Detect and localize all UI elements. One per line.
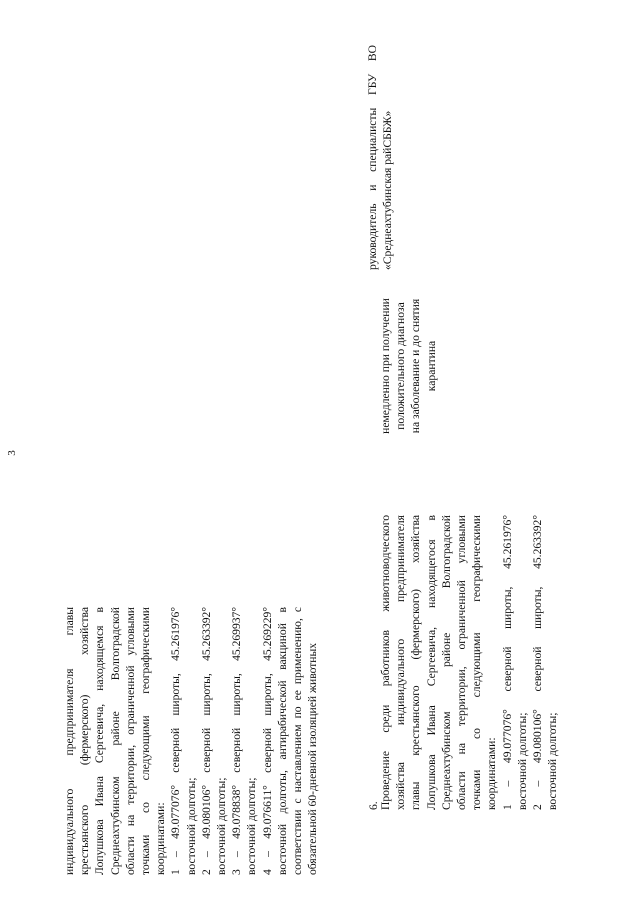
text-line: Лопушкова Ивана Сергеевича, находящегося в xyxy=(424,515,438,810)
text-line: положительного диагноза xyxy=(394,302,408,430)
text-line: Лопушкова Ивана Сергеевича, находящемся в xyxy=(93,607,107,875)
text-line: восточной долготы; xyxy=(184,777,198,875)
text-line: 1 – 49.077076° северной широты, 45.261976° xyxy=(169,607,183,875)
text-line: области на территории, ограниченной угловыми xyxy=(455,515,469,810)
text-line: точками со следующими географическими xyxy=(470,515,484,810)
page-number: 3 xyxy=(6,450,18,456)
text-line: Среднеахтубинском районе Волгоградской xyxy=(439,515,453,810)
text-line: 2 – 49.080106° северной широты, 45.263392° xyxy=(199,607,213,875)
text-line: на заболевание и до снятия xyxy=(409,298,423,434)
text-line: Проведение среди работников животноводческого xyxy=(379,515,392,810)
text-line: «Среднеахтубинская райСББЖ» xyxy=(381,110,395,270)
row-6-number: 6. xyxy=(367,801,380,810)
text-line: крестьянского (фермерского) хозяйства xyxy=(78,607,92,875)
text-line: 3 – 49.078838° северной широты, 45.269937° xyxy=(230,607,244,875)
text-line: восточной долготы; xyxy=(215,777,229,875)
text-line: немедленно при получении xyxy=(379,298,392,434)
text-line: точками со следующими географическими xyxy=(139,607,153,875)
text-line: Среднеахтубинском районе Волгоградской xyxy=(108,607,122,875)
text-line: руководитель и специалисты ГБУ ВО xyxy=(366,45,379,270)
text-line: обязательной 60-дневной изоляцией животных xyxy=(306,642,320,875)
row-6-description-cell xyxy=(378,515,560,810)
top-description-cell xyxy=(62,607,320,875)
text-line: 4 – 49.076611° северной широты, 45.269229° xyxy=(260,607,274,875)
text-line: восточной долготы; xyxy=(245,777,259,875)
row-6-deadline-cell xyxy=(378,289,439,443)
text-line: координатами: xyxy=(485,737,499,810)
text-line: области на территории, ограниченной угловыми xyxy=(123,607,137,875)
text-line: индивидуального предпринимателя главы xyxy=(63,607,76,875)
text-line: главы крестьянского (фермерского) хозяйства xyxy=(409,515,423,810)
text-line: 2 – 49.080106° северной широты, 45.263392° xyxy=(531,515,545,810)
text-line: восточной долготы; xyxy=(546,712,560,810)
text-line: восточной долготы, антирабической вакциной в xyxy=(275,607,289,875)
text-line: хозяйства индивидуального предпринимателя xyxy=(394,515,408,810)
text-line: координатами: xyxy=(154,802,168,875)
text-line: соответствии с наставлением по ее применению, с xyxy=(291,607,305,875)
text-line: восточной долготы; xyxy=(515,712,529,810)
text-line: 1 – 49.077076° северной широты, 45.261976° xyxy=(500,515,514,810)
text-line: карантина xyxy=(424,340,438,392)
row-6-responsible-cell xyxy=(365,45,395,270)
